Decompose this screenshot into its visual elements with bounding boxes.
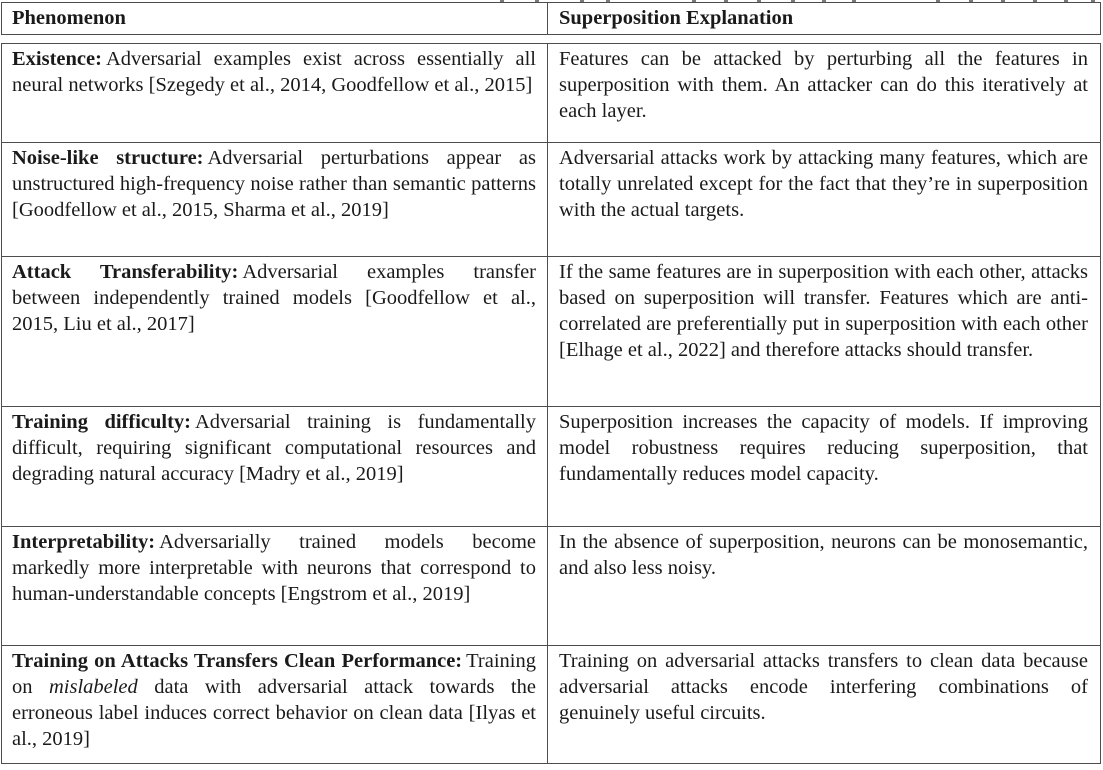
explanation-cell: If the same features are in superposition with each other, attacks based on superposition will transfer. Features which are anti-correlated are preferentially put in superposition with each other [Elhage et al., 2022] and therefore attacks should transfer. — [547, 257, 1100, 406]
phenomenon-text: Adversarially trained models become markedly more interpretable with neurons that correspond to human-understandable concepts [Engstrom et al., 2019] — [12, 531, 536, 605]
explanation-cell: Adversarial attacks work by attacking many features, which are totally unrelated except for the fact that they’re in superposition with the actual targets. — [547, 143, 1100, 256]
header-superposition-explanation: Superposition Explanation — [547, 3, 1100, 34]
phenomenon-text: Adversarial examples transfer between independently trained models [Goodfellow et al., 2015, Liu et al., 2017] — [12, 261, 536, 335]
phenomenon-cell — [2, 527, 547, 645]
table-row-training-on-attacks — [2, 645, 1100, 763]
phenomenon-text: Training on — [12, 650, 536, 698]
header-phenomenon: Phenomenon — [12, 7, 126, 29]
phenomenon-cell — [2, 44, 547, 142]
table-header-row — [1, 2, 1101, 35]
phenomenon-term: Existence: — [12, 48, 102, 70]
phenomenon-term: Training difficulty: — [12, 411, 191, 433]
explanation-cell: Features can be attacked by perturbing all the features in superposition with them. An attacker can do this iteratively at each layer. — [547, 44, 1100, 142]
explanation-cell: Training on adversarial attacks transfers to clean data because adversarial attacks encode interfering combinations of genuinely useful circuits. — [547, 646, 1100, 763]
phenomenon-term: Noise-like structure: — [12, 147, 204, 169]
phenomenon-text: Adversarial training is fundamentally difficult, requiring significant computational resources and degrading natural accuracy [Madry et al., 2019] — [12, 411, 536, 485]
phenomenon-italic: mislabeled — [32, 676, 155, 698]
phenomenon-text: Adversarial perturbations appear as unstructured high-frequency noise rather than semantic patterns [Goodfellow et al., 2015, Sharma et al., 2019] — [12, 147, 536, 221]
explanation-cell: In the absence of superposition, neurons can be monosemantic, and also less noisy. — [547, 527, 1100, 645]
explanation-cell: Superposition increases the capacity of models. If improving model robustness requires reducing superposition, that fundamentally reduces model capacity. — [547, 407, 1100, 526]
table-body — [1, 43, 1101, 764]
table-row-training-difficulty — [2, 406, 1100, 526]
phenomenon-term: Interpretability: — [12, 531, 156, 553]
phenomenon-text: Adversarial examples exist across essentially all neural networks [Szegedy et al., 2014, Goodfellow et al., 2015] — [12, 48, 536, 96]
phenomenon-text-after: data with adversarial attack towards the erroneous label induces correct behavior on clean data [Ilyas et al., 2019] — [12, 676, 536, 750]
phenomenon-cell — [2, 143, 547, 256]
phenomenon-cell — [2, 407, 547, 526]
table-row-attack-transferability — [2, 256, 1100, 406]
phenomena-superposition-table — [1, 2, 1101, 764]
table-row-interpretability — [2, 526, 1100, 645]
phenomenon-cell — [2, 257, 547, 406]
table-row-existence — [2, 44, 1100, 142]
phenomenon-term: Attack Transferability: — [12, 261, 239, 283]
phenomenon-term: Training on Attacks Transfers Clean Performance: — [12, 650, 463, 672]
table-row-noise-like-structure — [2, 142, 1100, 256]
phenomenon-cell — [2, 646, 547, 763]
